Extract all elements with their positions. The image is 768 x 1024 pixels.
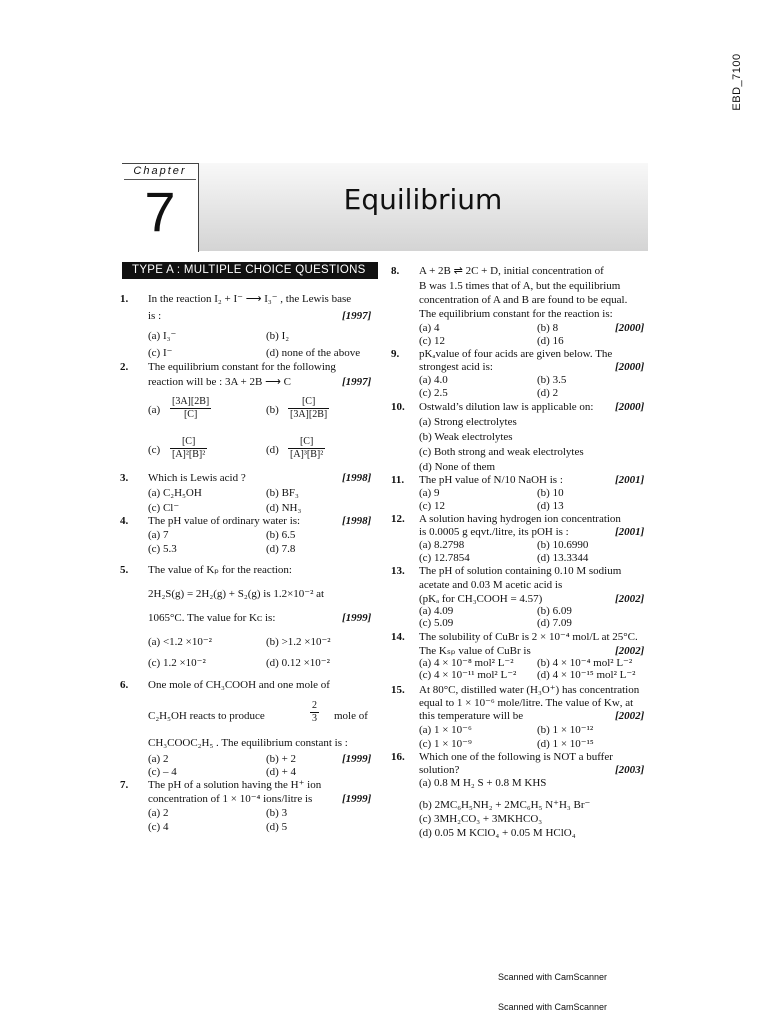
chapter-number: 7 (144, 180, 176, 243)
section-heading: TYPE A : MULTIPLE CHOICE QUESTIONS (122, 262, 378, 279)
page-code: EBD_7100 (731, 53, 743, 111)
left-column: 1. In the reaction I₂ + I⁻ ⟶ I₃⁻ , the Lewis base is : [1997] (a) I₃⁻ (b) I₂ (c) I⁻ (d) none of the above 2. The equilibrium constant for the following reaction will be : 3A + 2B ⟶ C [1997] (a) $\frac{[3A][2B]}{[C]}$ (b) $\frac{[C]}{[3A][2B]}$ (c) $\frac{[C]}{\text{[A]²[B]²}}$ (d) $\frac{[C]}{\text{[A]³[B]²}}$ 3. Which is Lewis acid ? [1998] (a) C₂H₅OH (b) BF₃ (c) Cl⁻ (d) NH₃ 4. The pH value of ordinary water is: [1998] (a) 7 (b) 6.5 (c) 5.3 (d) 7.8 5. The value of Kₚ for the reaction: 2H₂S(g) = 2H₂(g) + S₂(g) is 1.2×10⁻² at 1065°C. The value for Kᴄ is: [1999] (a) <1.2 ×10⁻² (b) >1.2 ×10⁻² (c) 1.2 ×10⁻² (d) 0.12 ×10⁻² 6. One mole of CH₃COOH and one mole of C₂H₅OH reacts to produce $\frac{2}{3}$ mole of CH₃COOC₂H₅ . The equilibrium constant is : (a) 2 (b) + 2 [1999] (c) – 4 (d) + 4 7. The pH of a solution having the H⁺ ion concentration of 1 × 10⁻⁴ ions/litre is [1999] (a) 2 (b) 3 (c) 4 (d) 5 (120, 293, 372, 833)
right-column: 8. A + 2B ⇌ 2C + D, initial concentration of B was 1.5 times that of A, but the equilibrium concentration of A and B are found to be equal. The equilibrium constant for the reaction is: (a) 4 (b) 8 [2000] (c) 12 (d) 16 9. pKₐvalue of four acids are given below. The strongest acid is: [2000] (a) 4.0 (b) 3.5 (c) 2.5 (d) 2 10. Ostwald’s dilution law is applicable on: [2000] (a) Strong electrolytes (b) Weak electrolytes (c) Both strong and weak electrolytes (d) None of them 11. The pH value of N/10 NaOH is : [2001] (a) 9 (b) 10 (c) 12 (d) 13 12. A solution having hydrogen ion concentration is 0.0005 g eqvt./litre, its pOH is : [2001] (a) 8.2798 (b) 10.6990 (c) 12.7854 (d) 13.3344 13. The pH of solution containing 0.10 M sodium acetate and 0.03 M acetic acid is (pKₐ for CH₃COOH = 4.57) [2002] (a) 4.09 (b) 6.09 (c) 5.09 (d) 7.09 14. The solubility of CuBr is 2 × 10⁻⁴ mol/L at 25°C. The Kₛₚ value of CuBr is [2002] (a) 4 × 10⁻⁸ mol² L⁻² (b) 4 × 10⁻⁴ mol² L⁻² (c) 4 × 10⁻¹¹ mol² L⁻² (d) 4 × 10⁻¹⁵ mol² L⁻² 15. At 80°C, distilled water (H₃O⁺) has concentration equal to 1 × 10⁻⁶ mole/litre. The value of Kᴡ, at this temperature will be [2002] (a) 1 × 10⁻⁶ (b) 1 × 10⁻¹² (c) 1 × 10⁻⁹ (d) 1 × 10⁻¹⁵ 16. Which one of the following is NOT a buffer solution? [2003] (a) 0.8 M H₂ S + 0.8 M KHS (b) 2MC₆H₅NH₂ + 2MC₆H₅ N⁺H₃ Br⁻ (c) 3MH₂CO₃ + 3MKHCO₃ (d) 0.05 M KClO₄ + 0.05 M HClO₄ (391, 265, 645, 839)
chapter-label: Chapter (124, 165, 196, 180)
scan-watermark-2: Scanned with CamScanner (498, 1002, 608, 1012)
chapter-title: Equilibrium (343, 183, 503, 216)
scan-watermark-1: Scanned with CamScanner (498, 972, 608, 982)
